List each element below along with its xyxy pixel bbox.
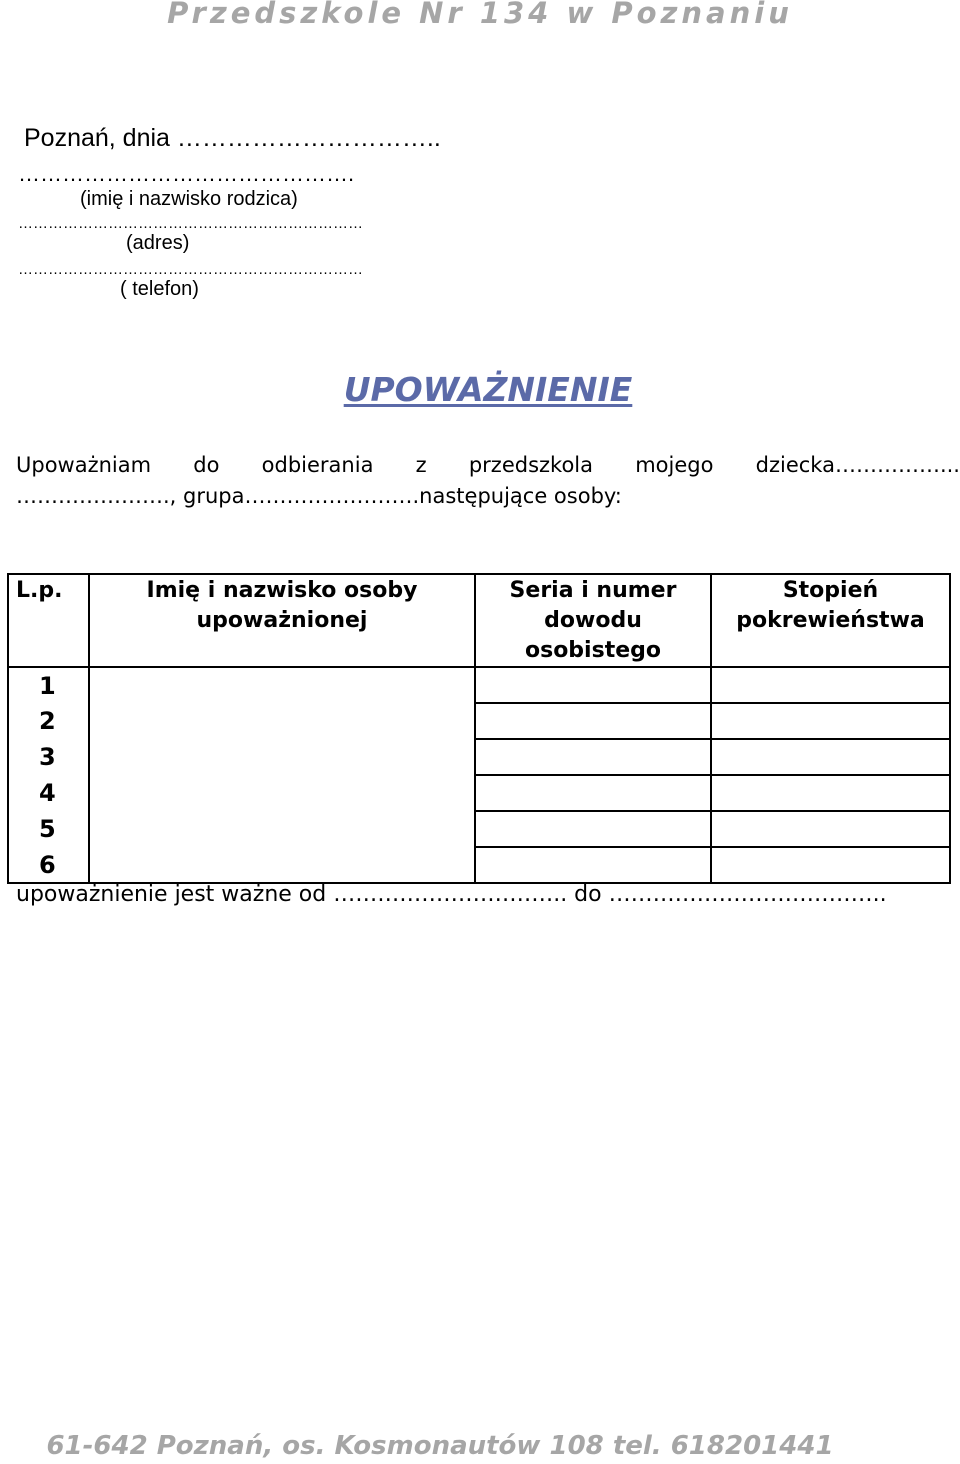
authorization-paragraph-line2[interactable]: …………………., grupa…………………….następujące osoby: — [16, 484, 622, 508]
address-caption: (adres) — [126, 232, 190, 254]
name-cell[interactable] — [89, 775, 475, 811]
row-number: 6 — [8, 847, 89, 883]
validity-period[interactable]: upoważnienie jest ważne od ………………………….. do ……………………………….. — [16, 882, 887, 907]
authorization-paragraph-line1 — [16, 450, 960, 480]
paragraph-word: odbierania — [261, 453, 374, 477]
table-row — [8, 811, 950, 847]
id-cell[interactable] — [475, 847, 711, 883]
row-number: 1 — [8, 667, 89, 703]
paragraph-word: do — [193, 453, 220, 477]
paragraph-word: Upoważniam — [16, 453, 152, 477]
relation-cell[interactable] — [711, 739, 950, 775]
name-cell[interactable] — [89, 811, 475, 847]
name-cell[interactable] — [89, 703, 475, 739]
paragraph-word: z — [415, 453, 427, 477]
id-cell[interactable] — [475, 667, 711, 703]
table-header-row — [8, 574, 950, 667]
document-title: UPOWAŻNIENIE — [343, 370, 633, 409]
name-cell[interactable] — [89, 667, 475, 703]
table-row — [8, 775, 950, 811]
authorized-persons-table — [7, 573, 951, 884]
row-number: 2 — [8, 703, 89, 739]
table-row — [8, 847, 950, 883]
name-cell[interactable] — [89, 739, 475, 775]
table-row — [8, 703, 950, 739]
id-cell[interactable] — [475, 811, 711, 847]
paragraph-word: mojego — [635, 453, 714, 477]
row-number: 3 — [8, 739, 89, 775]
phone-caption: ( telefon) — [120, 278, 199, 300]
address-line[interactable]: …………………………………………………………… — [18, 216, 363, 232]
row-number: 5 — [8, 811, 89, 847]
parent-name-caption: (imię i nazwisko rodzica) — [80, 188, 298, 210]
header-id: Seria i numer dowodu osobistego — [475, 574, 711, 667]
row-number: 4 — [8, 775, 89, 811]
id-cell[interactable] — [475, 703, 711, 739]
phone-line[interactable]: …………………………………………………………… — [18, 262, 363, 278]
relation-cell[interactable] — [711, 703, 950, 739]
table-row — [8, 739, 950, 775]
id-cell[interactable] — [475, 775, 711, 811]
table-row — [8, 667, 950, 703]
footer-address: 61-642 Poznań, os. Kosmonautów 108 tel. 618201441 — [46, 1431, 834, 1461]
relation-cell[interactable] — [711, 811, 950, 847]
header-lp: L.p. — [8, 574, 89, 667]
name-cell[interactable] — [89, 847, 475, 883]
relation-cell[interactable] — [711, 667, 950, 703]
relation-cell[interactable] — [711, 775, 950, 811]
institution-header: Przedszkole Nr 134 w Poznaniu — [167, 0, 793, 30]
child-name-field[interactable]: dziecka……………... — [755, 453, 960, 477]
header-name: Imię i nazwisko osoby upoważnionej — [89, 574, 475, 667]
paragraph-word: przedszkola — [468, 453, 594, 477]
parent-name-line[interactable]: ………………………………………. — [18, 164, 355, 184]
header-relation: Stopień pokrewieństwa — [711, 574, 950, 667]
id-cell[interactable] — [475, 739, 711, 775]
relation-cell[interactable] — [711, 847, 950, 883]
place-date-field[interactable]: Poznań, dnia ………………………….. — [24, 124, 441, 152]
